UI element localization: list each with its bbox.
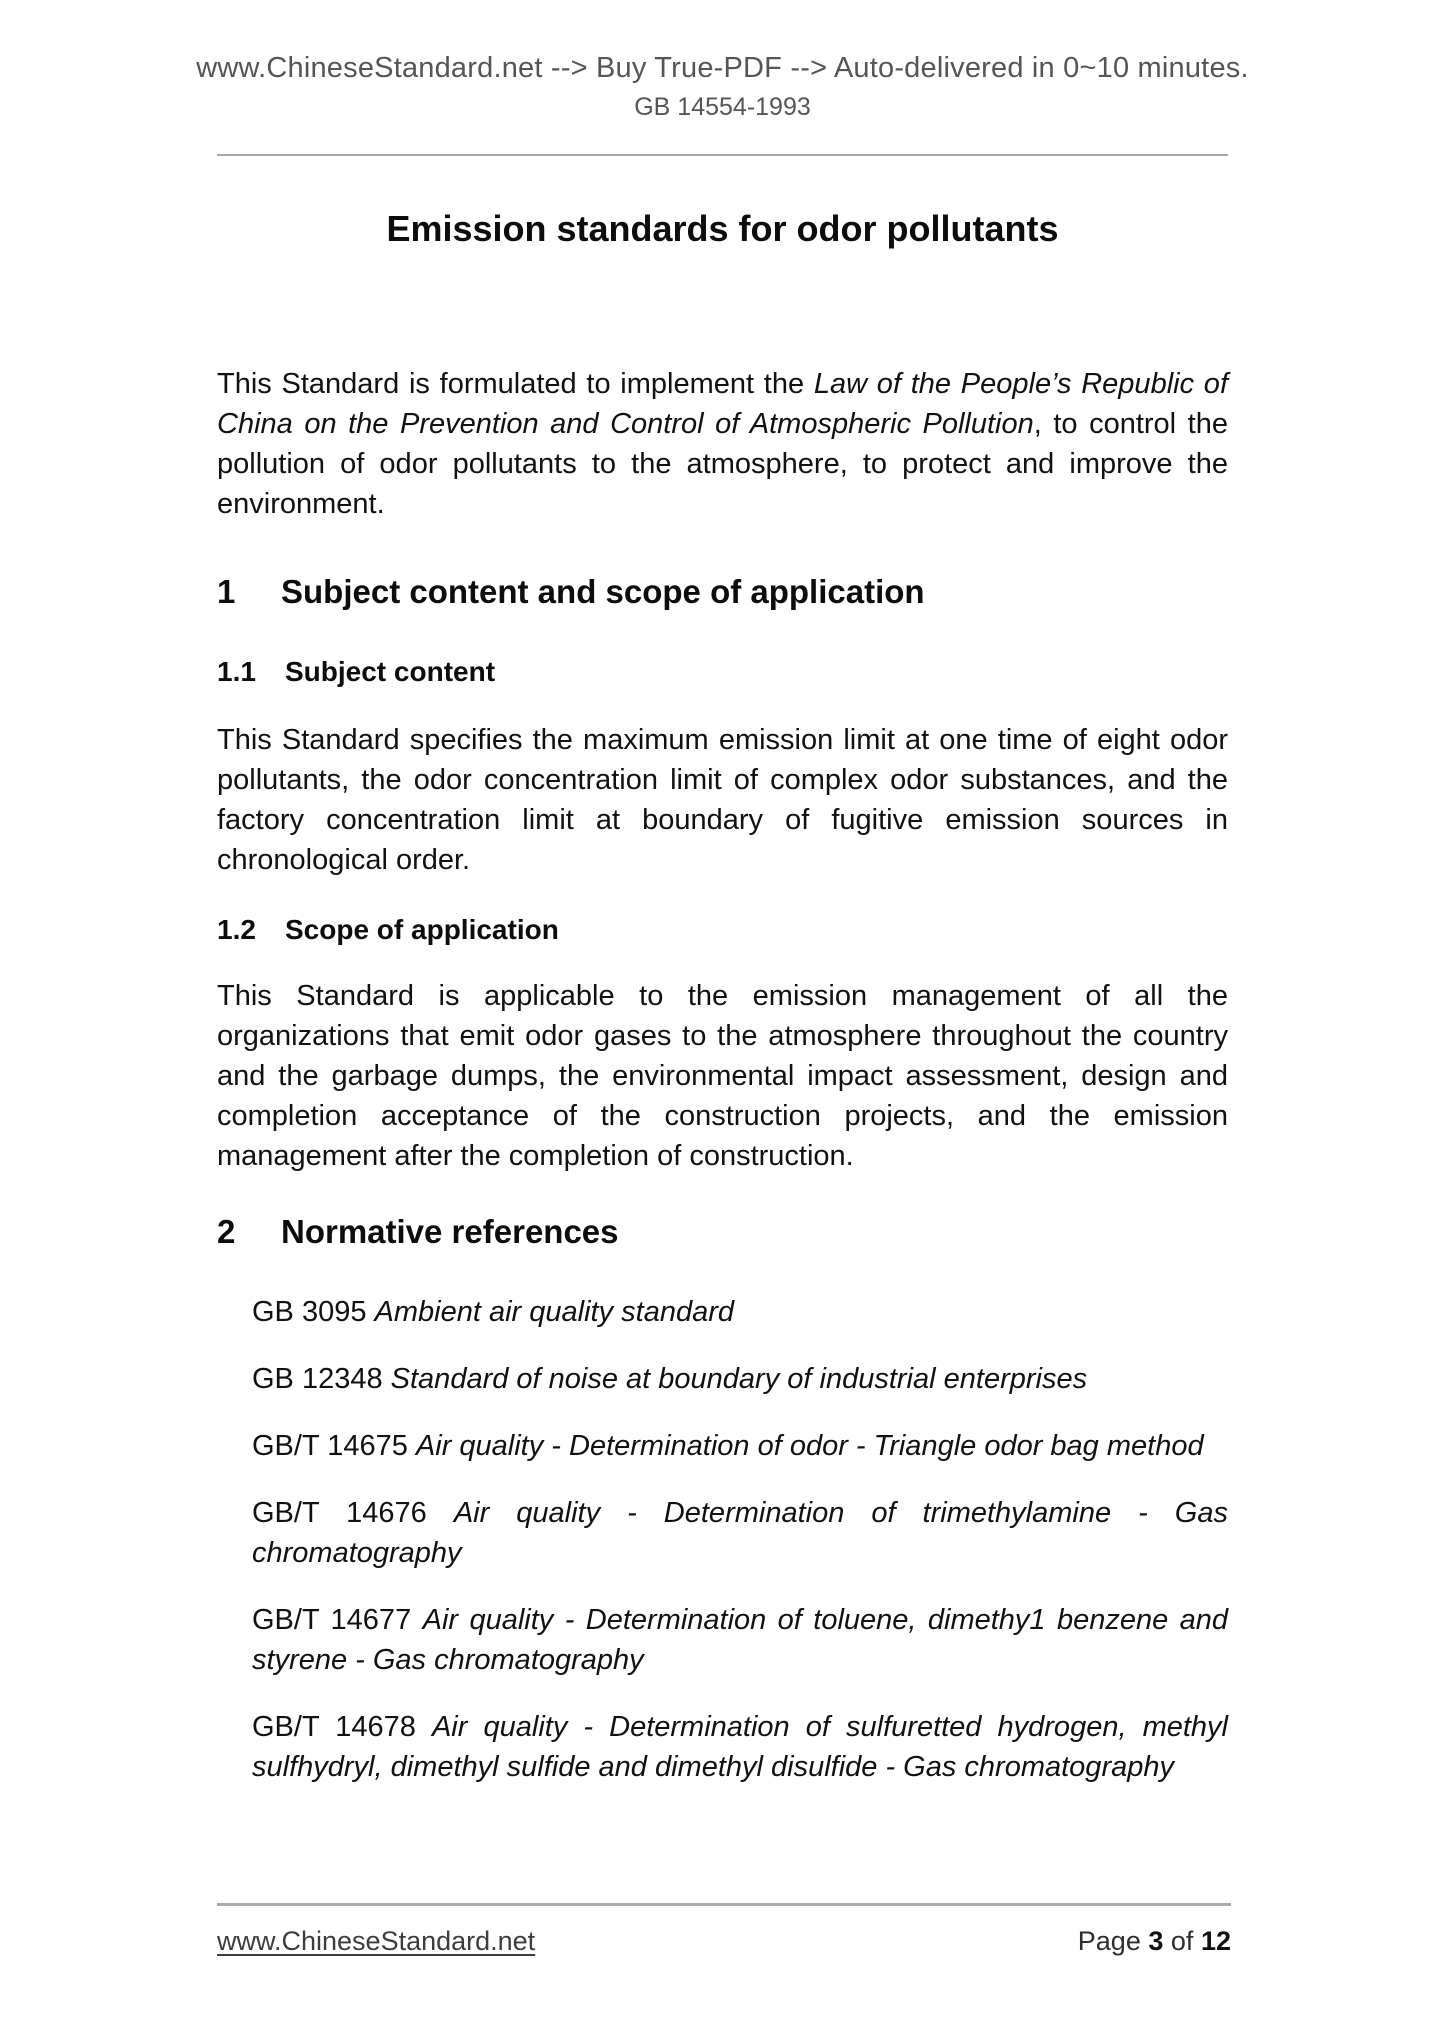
reference-title: Air quality - Determination of toluene, dimethy1 benzene and styrene - Gas chromatography xyxy=(252,1604,1229,1676)
page-total: 12 xyxy=(1200,1926,1231,1956)
reference-item xyxy=(252,1359,1228,1399)
section-1-number: 1 xyxy=(217,573,236,610)
intro-law-title: Law of the People’s Republic of China on the Prevention and Control of Atmospheric Pollution xyxy=(217,368,1228,440)
reference-code: GB 12348 xyxy=(252,1363,391,1395)
section-2-title: Normative references xyxy=(281,1213,619,1250)
reference-item xyxy=(252,1600,1228,1680)
document-content xyxy=(0,206,1445,1787)
subsection-1-2-heading xyxy=(217,910,1228,950)
reference-title: Air quality - Determination of odor - Triangle odor bag method xyxy=(415,1430,1204,1462)
reference-code: GB/T 14675 xyxy=(252,1430,416,1462)
reference-item xyxy=(252,1707,1228,1787)
section-1-heading xyxy=(217,570,1228,614)
page-footer xyxy=(217,1903,1231,1957)
subsection-1-2-title: Scope of application xyxy=(285,914,559,945)
reference-title: Ambient air quality standard xyxy=(374,1296,735,1328)
page-indicator xyxy=(1078,1926,1231,1957)
reference-code: GB/T 14676 xyxy=(252,1497,454,1529)
doc-number: GB 14554-1993 xyxy=(634,93,811,121)
paragraph-subject-content: This Standard specifies the maximum emission limit at one time of eight odor pollutants, the odor concentration limit of complex odor substances, and the factory concentration limit at boundary of fugitive emission sources in chronological order. xyxy=(217,724,1228,876)
paragraph-scope-of-application: This Standard is applicable to the emission management of all the organizations that emit odor gases to the atmosphere throughout the country and the garbage dumps, the environmental impact assessment, design and completion acceptance of the construction projects, and the emission management after the completion of construction. xyxy=(217,980,1228,1172)
intro-paragraph xyxy=(217,364,1228,524)
section-2-heading xyxy=(217,1210,1228,1254)
header-note: www.ChineseStandard.net --> Buy True-PDF --> Auto-delivered in 0~10 minutes. xyxy=(196,52,1249,84)
reference-code: GB/T 14677 xyxy=(252,1604,423,1636)
intro-text: This Standard is formulated to implement the xyxy=(217,368,814,400)
reference-title: Air quality - Determination of trimethylamine - Gas chromatography xyxy=(252,1497,1228,1569)
document-title: Emission standards for odor pollutants xyxy=(386,208,1059,249)
intro-text-cont: , to control the pollution of odor pollutants to the atmosphere, to protect and improve the environment. xyxy=(217,408,1228,520)
header-divider xyxy=(217,154,1228,156)
reference-item xyxy=(252,1426,1228,1466)
reference-code: GB/T 14678 xyxy=(252,1711,432,1743)
subsection-1-1-number: 1.1 xyxy=(217,656,256,687)
reference-item xyxy=(252,1493,1228,1573)
page-current: 3 xyxy=(1148,1926,1164,1956)
reference-title: Standard of noise at boundary of industrial enterprises xyxy=(390,1363,1088,1395)
reference-item xyxy=(252,1292,1228,1332)
section-2-number: 2 xyxy=(217,1213,236,1250)
section-1-title: Subject content and scope of application xyxy=(281,573,925,610)
reference-code: GB 3095 xyxy=(252,1296,375,1328)
subsection-1-1-heading xyxy=(217,652,1228,692)
reference-list xyxy=(217,1292,1228,1787)
of-label: of xyxy=(1170,1926,1194,1956)
subsection-1-2-number: 1.2 xyxy=(217,914,256,945)
footer-site-link[interactable]: www.ChineseStandard.net xyxy=(217,1926,536,1956)
page-header xyxy=(0,0,1445,156)
page-label: Page xyxy=(1077,1926,1141,1956)
reference-title: Air quality - Determination of sulfuretted hydrogen, methyl sulfhydryl, dimethyl sulfide and dimethyl disulfide - Gas chromatography xyxy=(252,1711,1229,1783)
subsection-1-1-title: Subject content xyxy=(285,656,496,687)
